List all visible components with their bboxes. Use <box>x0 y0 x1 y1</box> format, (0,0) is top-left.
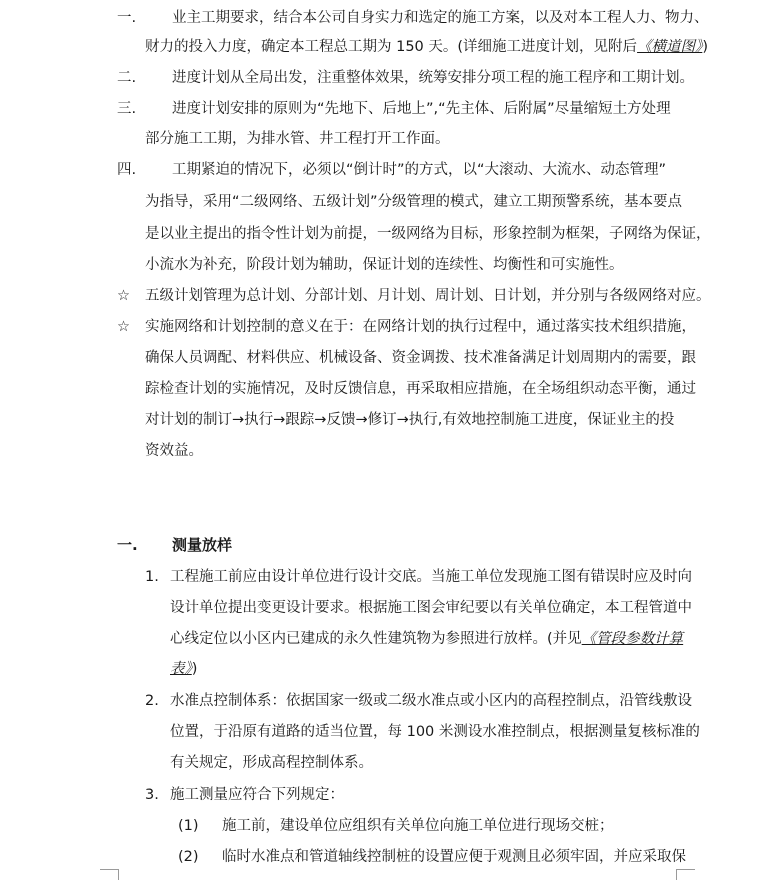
crop-mark <box>676 869 695 880</box>
paragraph-line: 业主工期要求，结合本公司自身实力和选定的施工方案，以及对本工程人力、物力、 <box>172 10 709 26</box>
section-heading-marker: 一. <box>117 536 138 554</box>
list-marker: 三. <box>117 101 137 117</box>
section-heading: 测量放样 <box>172 536 233 554</box>
paragraph-text: 心线定位以小区内已建成的永久性建筑物为参照进行放样。(并见 <box>170 631 582 647</box>
paragraph-line <box>170 659 197 679</box>
paragraph-line: 工期紧迫的情况下，必须以“倒计时”的方式，以“大滚动、大流水、动态管理” <box>172 162 667 178</box>
paragraph-line: 进度计划从全局出发，注重整体效果，统筹安排分项工程的施工程序和工期计划。 <box>172 70 694 86</box>
sub-list-marker: (1) <box>178 818 199 834</box>
paragraph-line: 为指导，采用“二级网络、五级计划”分级管理的模式，建立工期预警系统，基本要点 <box>145 194 683 210</box>
reference-link: 《管段参数计算 <box>581 631 684 647</box>
paragraph-line: 部分施工工期，为排水管、井工程打开工作面。 <box>145 131 450 147</box>
paragraph-text: ) <box>191 661 198 677</box>
list-marker: 一. <box>117 10 137 26</box>
paragraph-text: 财力的投入力度，确定本工程总工期为 150 天。(详细施工进度计划，见附后 <box>145 39 638 55</box>
paragraph-line: 资效益。 <box>145 443 203 459</box>
sub-list-marker: (2) <box>178 849 199 865</box>
paragraph-line: 水准点控制体系：依据国家一级或二级水准点或小区内的高程控制点，沿管线敷设 <box>170 693 692 709</box>
paragraph-text: ) <box>702 39 708 55</box>
paragraph-line: 对计划的制订→执行→跟踪→反馈→修订→执行,有效地控制施工进度，保证业主的投 <box>145 412 675 428</box>
paragraph-line: 设计单位提出变更设计要求。根据施工图会审纪要以有关单位确定，本工程管道中 <box>170 600 692 616</box>
paragraph-line: 进度计划安排的原则为“先地下、后地上”,“先主体、后附属”尽量缩短土方处理 <box>172 101 671 117</box>
paragraph-line: 五级计划管理为总计划、分部计划、月计划、周计划、日计划，并分别与各级网络对应。 <box>145 288 711 304</box>
list-marker: 3. <box>145 787 159 803</box>
list-marker: 2. <box>145 693 159 709</box>
paragraph-line: 有关规定，形成高程控制体系。 <box>170 755 373 771</box>
list-marker: 二. <box>117 70 137 86</box>
list-marker: 四. <box>117 162 137 178</box>
star-bullet-icon: ☆ <box>117 288 130 304</box>
list-marker: 1. <box>145 569 159 585</box>
crop-mark <box>100 869 119 880</box>
paragraph-line <box>145 37 708 57</box>
paragraph-line: 工程施工前应由设计单位进行设计交底。当施工单位发现施工图有错误时应及时向 <box>170 569 692 585</box>
paragraph-line: 位置，于沿原有道路的适当位置，每 100 米测设水准控制点，根据测量复核标准的 <box>170 724 700 740</box>
paragraph-line: 实施网络和计划控制的意义在于：在网络计划的执行过程中，通过落实技术组织措施， <box>145 319 696 335</box>
paragraph-line: 施工前，建设单位应组织有关单位向施工单位进行现场交桩； <box>222 818 614 834</box>
paragraph-line <box>170 629 683 649</box>
star-bullet-icon: ☆ <box>117 319 130 335</box>
reference-link: 《横道图》 <box>637 39 703 55</box>
paragraph-line: 是以业主提出的指令性计划为前提，一级网络为目标，形象控制为框架，子网络为保证， <box>145 226 711 242</box>
reference-link: 表》 <box>170 661 192 677</box>
paragraph-line: 小流水为补充，阶段计划为辅助，保证计划的连续性、均衡性和可实施性。 <box>145 257 624 273</box>
paragraph-line: 临时水准点和管道轴线控制桩的设置应便于观测且必须牢固，并应采取保 <box>222 849 686 865</box>
paragraph-line: 施工测量应符合下列规定： <box>170 787 344 803</box>
paragraph-line: 确保人员调配、材料供应、机械设备、资金调拨、技术准备满足计划周期内的需要，跟 <box>145 350 696 366</box>
paragraph-line: 踪检查计划的实施情况，及时反馈信息，再采取相应措施，在全场组织动态平衡，通过 <box>145 381 696 397</box>
